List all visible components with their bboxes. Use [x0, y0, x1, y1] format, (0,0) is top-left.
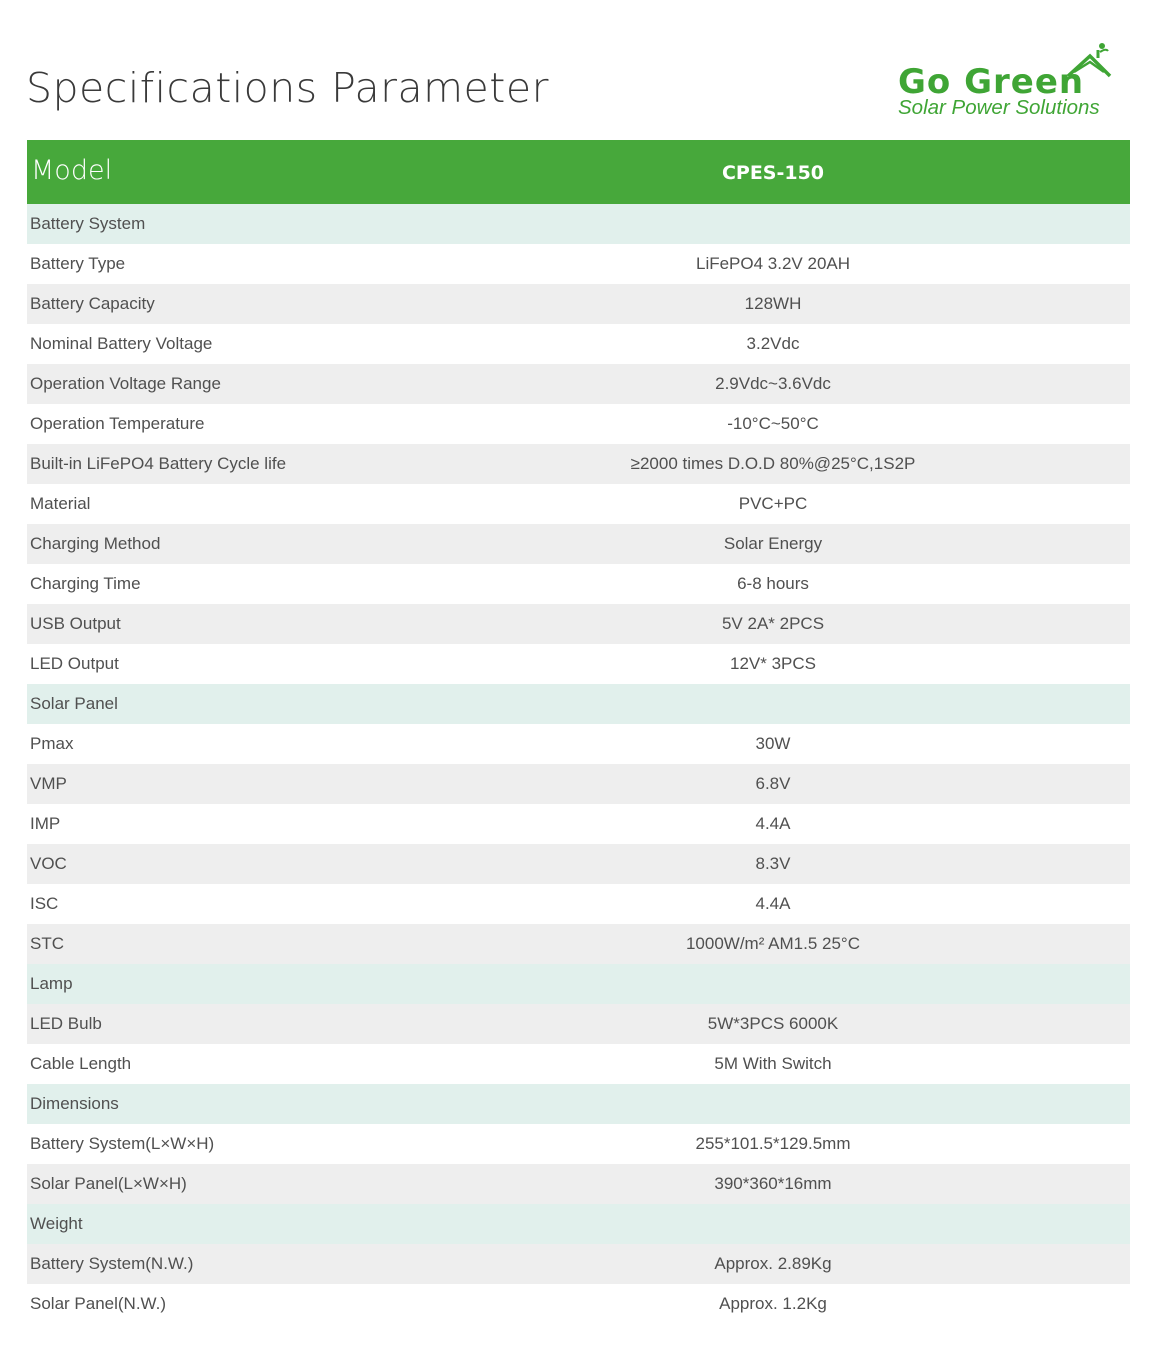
- spec-label: LED Bulb: [30, 1014, 102, 1033]
- table-row: [27, 564, 1130, 604]
- spec-value: 3.2Vdc: [746, 334, 800, 353]
- table-row: [27, 1004, 1130, 1044]
- spec-label: Nominal Battery Voltage: [30, 334, 213, 353]
- spec-label: Battery System(N.W.): [30, 1254, 194, 1273]
- spec-label: Pmax: [30, 734, 74, 753]
- spec-label: ISC: [30, 894, 59, 913]
- table-row: [27, 1044, 1130, 1084]
- spec-label: Operation Voltage Range: [30, 374, 221, 393]
- section-row: [27, 1084, 1130, 1124]
- spec-value: 5W*3PCS 6000K: [707, 1014, 839, 1033]
- table-row: [27, 324, 1130, 364]
- spec-value: ≥2000 times D.O.D 80%@25°C,1S2P: [630, 454, 916, 473]
- section-row: [27, 684, 1130, 724]
- section-title: Weight: [30, 1214, 83, 1233]
- spec-label: Charging Time: [30, 574, 141, 593]
- spec-value: 128WH: [744, 294, 802, 313]
- spec-value: 1000W/m² AM1.5 25°C: [685, 934, 861, 953]
- spec-label: Battery Capacity: [30, 294, 155, 313]
- spec-label: Built-in LiFePO4 Battery Cycle life: [30, 454, 287, 473]
- spec-value: 2.9Vdc~3.6Vdc: [715, 374, 831, 393]
- spec-label: Solar Panel(L×W×H): [30, 1174, 187, 1193]
- spec-value: 6.8V: [755, 774, 791, 793]
- model-header-row: [27, 140, 1130, 204]
- spec-value: Approx. 1.2Kg: [719, 1294, 827, 1313]
- table-row: [27, 1244, 1130, 1284]
- brand-logo: [896, 42, 1126, 122]
- section-row: [27, 1204, 1130, 1244]
- section-row: [27, 204, 1130, 244]
- table-row: [27, 284, 1130, 324]
- spec-value: 255*101.5*129.5mm: [695, 1134, 851, 1153]
- spec-value: 4.4A: [755, 894, 791, 913]
- table-row: [27, 764, 1130, 804]
- spec-value: PVC+PC: [738, 494, 808, 513]
- spec-label: USB Output: [30, 614, 121, 633]
- spec-label: Battery Type: [30, 254, 126, 273]
- spec-value: 8.3V: [755, 854, 791, 873]
- spec-value: Solar Energy: [723, 534, 823, 553]
- spec-value: LiFePO4 3.2V 20AH: [695, 254, 851, 273]
- spec-label: Solar Panel(N.W.): [30, 1294, 167, 1313]
- table-row: [27, 1284, 1130, 1324]
- spec-label: IMP: [30, 814, 61, 833]
- table-row: [27, 404, 1130, 444]
- section-title: Lamp: [30, 974, 73, 993]
- spec-label: Battery System(L×W×H): [30, 1134, 215, 1153]
- spec-value: 6-8 hours: [737, 574, 809, 593]
- table-row: [27, 604, 1130, 644]
- table-row: [27, 884, 1130, 924]
- section-title: Solar Panel: [30, 694, 118, 713]
- table-row: [27, 844, 1130, 884]
- model-value: CPES-150: [721, 162, 825, 184]
- brand-name: Go Green: [898, 62, 1085, 102]
- spec-value: 4.4A: [755, 814, 791, 833]
- spec-value: 5V 2A* 2PCS: [721, 614, 825, 633]
- spec-label: Operation Temperature: [30, 414, 205, 433]
- spec-rows: [27, 204, 1130, 1324]
- spec-value: -10°C~50°C: [727, 414, 819, 433]
- spec-table: [27, 140, 1130, 1324]
- model-label: Model: [31, 155, 113, 186]
- spec-value: 12V* 3PCS: [730, 654, 816, 673]
- section-row: [27, 964, 1130, 1004]
- spec-label: STC: [30, 934, 64, 953]
- spec-value: 390*360*16mm: [714, 1174, 832, 1193]
- table-row: [27, 804, 1130, 844]
- table-row: [27, 1164, 1130, 1204]
- table-row: [27, 364, 1130, 404]
- table-row: [27, 244, 1130, 284]
- table-row: [27, 1124, 1130, 1164]
- spec-label: VOC: [30, 854, 67, 873]
- spec-value: 30W: [755, 734, 791, 753]
- page-title: Specifications Parameter: [26, 64, 549, 112]
- table-row: [27, 524, 1130, 564]
- spec-label: VMP: [30, 774, 67, 793]
- spec-value: Approx. 2.89Kg: [714, 1254, 832, 1273]
- spec-label: Material: [30, 494, 91, 513]
- spec-label: Charging Method: [30, 534, 161, 553]
- table-row: [27, 724, 1130, 764]
- section-title: Battery System: [30, 214, 146, 233]
- section-title: Dimensions: [30, 1094, 119, 1113]
- table-row: [27, 924, 1130, 964]
- spec-label: LED Output: [30, 654, 119, 673]
- spec-label: Cable Length: [30, 1054, 132, 1073]
- spec-value: 5M With Switch: [714, 1054, 832, 1073]
- table-row: [27, 484, 1130, 524]
- brand-tagline: Solar Power Solutions: [898, 96, 1100, 119]
- table-row: [27, 644, 1130, 684]
- table-row: [27, 444, 1130, 484]
